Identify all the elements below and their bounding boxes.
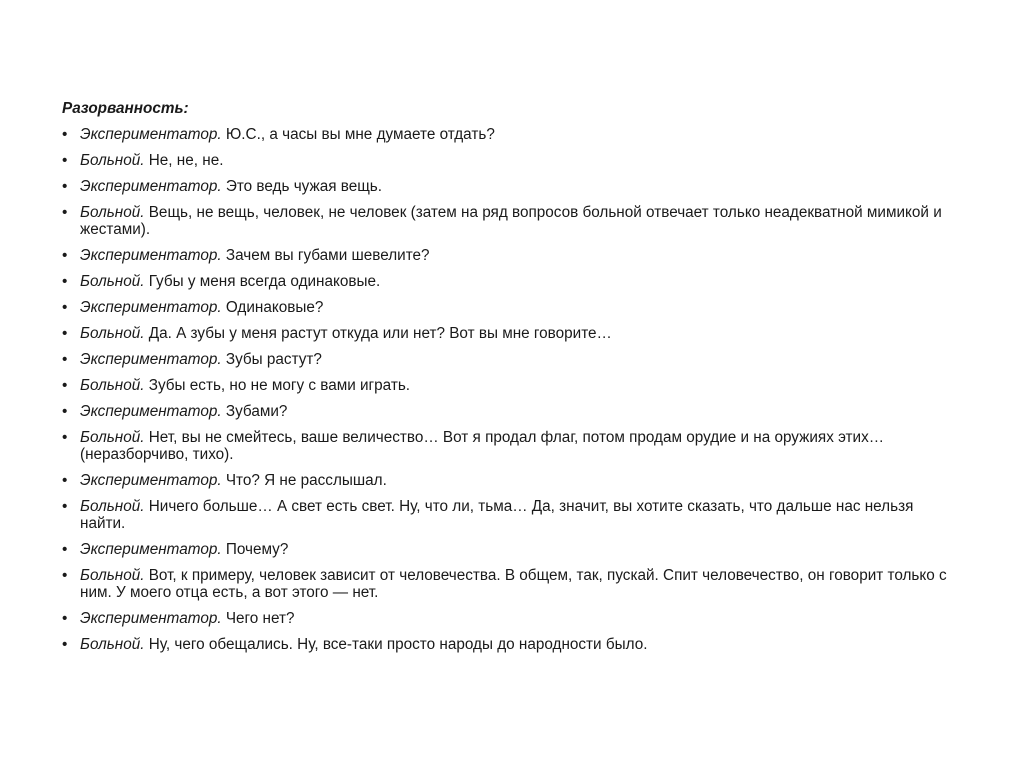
speaker-label: Больной. — [80, 204, 145, 221]
slide-content — [62, 100, 962, 662]
speaker-label: Экспериментатор. — [80, 403, 222, 420]
dialogue-list — [62, 126, 962, 653]
dialogue-line — [62, 152, 962, 169]
line-text: Ну, чего обещались. Ну, все-таки просто народы до народности было. — [144, 636, 648, 653]
line-text: Чего нет? — [221, 610, 295, 627]
speaker-label: Больной. — [80, 498, 145, 515]
line-text: Зубы есть, но не могу с вами играть. — [144, 377, 411, 394]
speaker-label: Больной. — [80, 273, 145, 290]
speaker-label: Экспериментатор. — [80, 247, 222, 264]
line-text: Это ведь чужая вещь. — [221, 178, 383, 195]
line-text: Одинаковые? — [221, 299, 324, 316]
dialogue-line — [62, 429, 962, 463]
dialogue-line — [62, 299, 962, 316]
dialogue-line — [62, 325, 962, 342]
speaker-label: Экспериментатор. — [80, 541, 222, 558]
line-text: Ю.С., а часы вы мне думаете отдать? — [221, 126, 495, 143]
speaker-label: Больной. — [80, 377, 145, 394]
dialogue-line — [62, 178, 962, 195]
dialogue-line — [62, 204, 962, 238]
line-text: Почему? — [221, 541, 289, 558]
line-text: Зачем вы губами шевелите? — [221, 247, 430, 264]
speaker-label: Экспериментатор. — [80, 610, 222, 627]
dialogue-line — [62, 377, 962, 394]
dialogue-line — [62, 126, 962, 143]
dialogue-line — [62, 472, 962, 489]
speaker-label: Больной. — [80, 567, 145, 584]
speaker-label: Экспериментатор. — [80, 299, 222, 316]
line-text: Ничего больше… А свет есть свет. Ну, что ли, тьма… Да, значит, вы хотите сказать, что дальше нас нельзя найти. — [80, 498, 914, 532]
dialogue-line — [62, 567, 962, 601]
line-text: Зубы растут? — [221, 351, 322, 368]
dialogue-line — [62, 273, 962, 290]
dialogue-line — [62, 541, 962, 558]
speaker-label: Больной. — [80, 325, 145, 342]
line-text: Губы у меня всегда одинаковые. — [144, 273, 381, 290]
line-text: Нет, вы не смейтесь, ваше величество… Вот я продал флаг, потом продам орудие и на оружиях этих… (неразборчиво, тихо). — [80, 429, 885, 463]
dialogue-line — [62, 351, 962, 368]
line-text: Вещь, не вещь, человек, не человек (затем на ряд вопросов больной отвечает только неадекватной мимикой и жестами). — [80, 204, 942, 238]
speaker-label: Больной. — [80, 636, 145, 653]
dialogue-line — [62, 610, 962, 627]
speaker-label: Экспериментатор. — [80, 351, 222, 368]
dialogue-line — [62, 636, 962, 653]
line-text: Зубами? — [221, 403, 288, 420]
line-text: Что? Я не расслышал. — [221, 472, 387, 489]
line-text: Не, не, не. — [144, 152, 224, 169]
speaker-label: Экспериментатор. — [80, 126, 222, 143]
slide-heading: Разорванность: — [62, 100, 189, 117]
line-text: Вот, к примеру, человек зависит от человечества. В общем, так, пускай. Спит человечество, он говорит только с ним. У моего отца есть, а вот этого — нет. — [80, 567, 947, 601]
dialogue-line — [62, 403, 962, 420]
speaker-label: Экспериментатор. — [80, 472, 222, 489]
speaker-label: Больной. — [80, 429, 145, 446]
line-text: Да. А зубы у меня растут откуда или нет? Вот вы мне говорите… — [144, 325, 612, 342]
dialogue-line — [62, 498, 962, 532]
speaker-label: Экспериментатор. — [80, 178, 222, 195]
speaker-label: Больной. — [80, 152, 145, 169]
dialogue-line — [62, 247, 962, 264]
